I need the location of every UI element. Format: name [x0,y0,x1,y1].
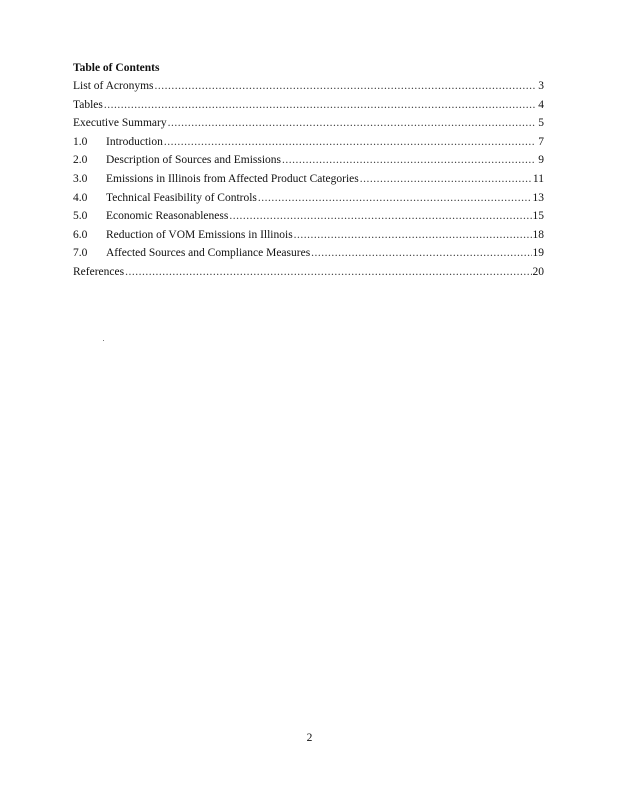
toc-dot-leader [294,226,532,245]
toc-entry-emissions-in-illinois [73,170,544,189]
toc-entry-reduction-of-vom [73,226,544,245]
toc-entry-number: 7.0 [73,247,88,260]
toc-entry-number: 3.0 [73,172,88,185]
toc-dot-leader [360,170,532,189]
toc-dot-leader [168,114,535,133]
toc-entry-affected-sources [73,244,544,263]
toc-entry-text: Reduction of VOM Emissions in Illinois [106,228,293,241]
toc-entry-references [73,263,544,282]
toc-entry-number: 4.0 [73,191,88,204]
toc-entry-text: Executive Summary [73,117,167,130]
toc-dot-leader [258,189,532,208]
toc-entry-page: 11 [532,172,544,185]
toc-entry-technical-feasibility [73,189,544,208]
toc-entry-text: List of Acronyms [73,80,154,92]
toc-entry-text: Affected Sources and Compliance Measures [106,247,311,260]
toc-entry-description-of-sources [73,151,544,170]
toc-entry-introduction [73,133,544,152]
toc-entry-number: 2.0 [73,154,88,167]
toc-entry-page: 18 [532,228,544,241]
toc-entry-page: 7 [538,135,544,148]
toc-entry-number: 1.0 [73,135,88,148]
toc-entry-number: 6.0 [73,228,88,241]
toc-dot-leader [229,207,531,226]
toc-entry-text: Economic Reasonableness [106,210,229,223]
toc-entry-page: 15 [532,210,544,223]
toc-entry-page: 20 [532,265,544,278]
toc-dot-leader [155,77,536,96]
toc-entry-text: Technical Feasibility of Controls [106,191,257,204]
toc-entry-list-of-acronyms [73,77,544,96]
toc-dot-leader [125,263,531,282]
toc-entry-page: 4 [538,98,544,111]
toc-entry-text: Description of Sources and Emissions [106,154,282,167]
toc-dot-leader [282,151,535,170]
toc-dot-leader [164,133,535,152]
toc-entry-text: Tables [73,98,103,111]
toc-entry-text: Introduction [106,135,163,148]
toc-entry-economic-reasonableness [73,207,544,226]
toc-entry-page: 13 [532,191,544,204]
toc-title: Table of Contents [73,62,160,74]
scan-speck [103,340,104,341]
toc-entry-text: Emissions in Illinois from Affected Product Categories [106,172,359,185]
toc-entry-number: 5.0 [73,210,88,223]
toc-entry-page: 19 [532,247,544,260]
toc-dot-leader [311,244,531,263]
toc-entry-text: References [73,265,125,278]
toc-entry-page: 3 [538,80,544,92]
toc-entry-page: 5 [538,117,544,130]
toc-entry-page: 9 [538,154,544,167]
toc-entry-tables [73,96,544,115]
table-of-contents [73,77,544,282]
toc-dot-leader [104,96,535,115]
page-number: 2 [306,732,313,744]
toc-entry-executive-summary [73,114,544,133]
